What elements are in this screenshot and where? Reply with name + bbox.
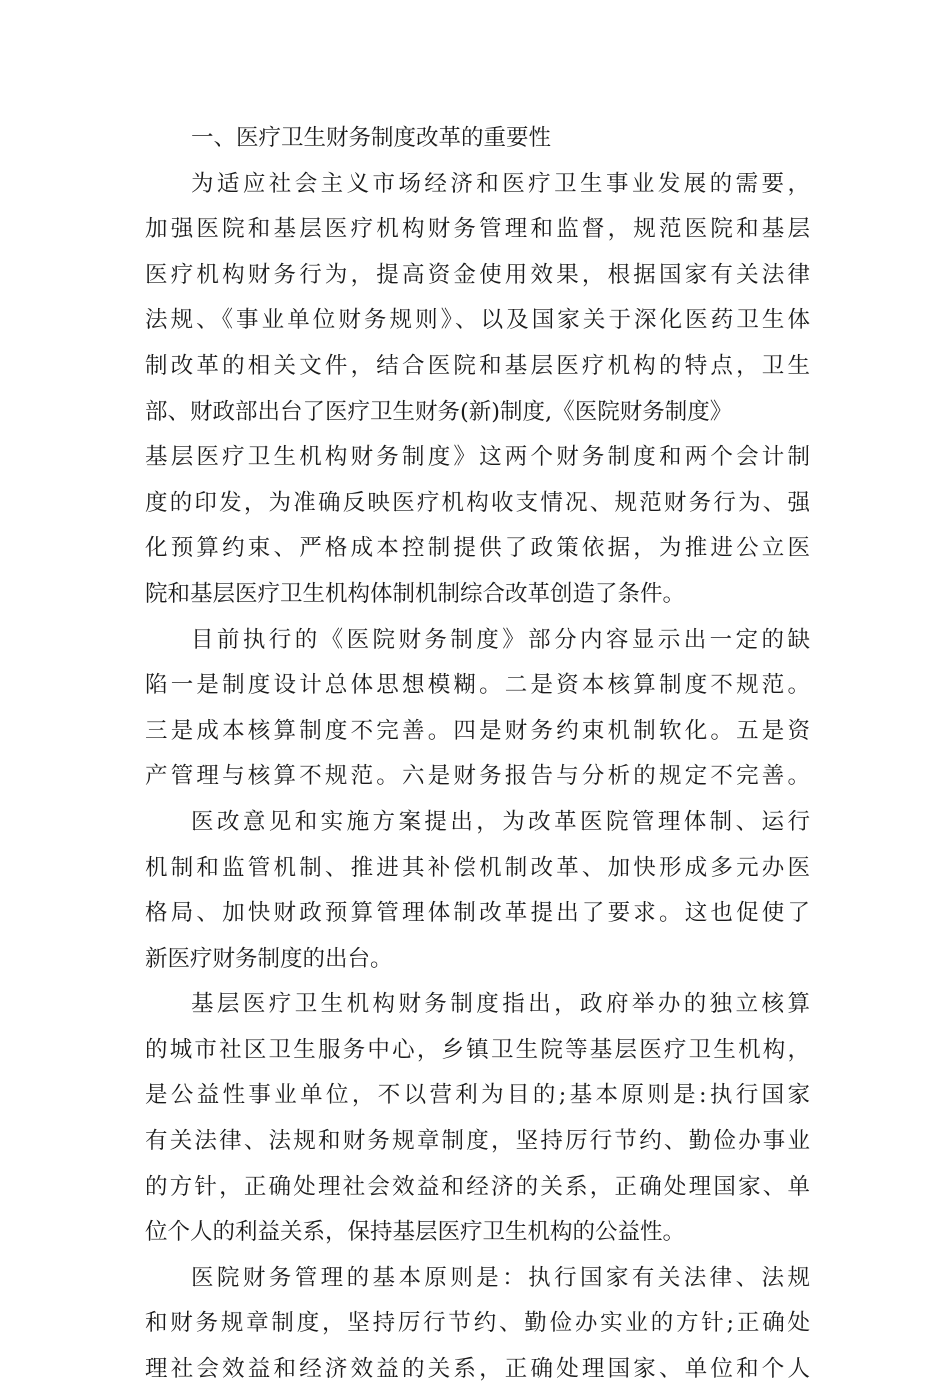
- text-line: 制改革的相关文件，结合医院和基层医疗机构的特点，卫生: [145, 352, 810, 379]
- text-line: 加强医院和基层医疗机构财务管理和监督，规范医院和基层: [145, 216, 810, 243]
- text-line: 产管理与核算不规范。六是财务报告与分析的规定不完善。: [145, 763, 810, 790]
- text-line: 的城市社区卫生服务中心，乡镇卫生院等基层医疗卫生机构，: [145, 1036, 810, 1063]
- text-line: 部、财政部出台了医疗卫生财务(新)制度,《医院财务制度》: [145, 398, 733, 425]
- text-line: 是公益性事业单位，不以营利为目的;基本原则是:执行国家: [145, 1082, 810, 1109]
- text-line: 机制和监管机制、推进其补偿机制改革、加快形成多元办医: [145, 854, 810, 881]
- text-line: 化预算约束、严格成本控制提供了政策依据，为推进公立医: [145, 535, 810, 562]
- text-line: 医改意见和实施方案提出，为改革医院管理体制、运行: [191, 808, 810, 835]
- paragraph-2: [145, 618, 810, 800]
- section-heading: [145, 116, 810, 162]
- text-line: 有关法律、法规和财务规章制度，坚持厉行节约、勤俭办事业: [145, 1128, 810, 1155]
- text-line: 为适应社会主义市场经济和医疗卫生事业发展的需要，: [191, 170, 810, 197]
- paragraph-3: [145, 800, 810, 982]
- text-line: 格局、加快财政预算管理体制改革提出了要求。这也促使了: [145, 900, 810, 927]
- text-line: 医院财务管理的基本原则是：执行国家有关法律、法规: [191, 1264, 810, 1291]
- paragraph-5: [145, 1256, 810, 1393]
- text-line: 院和基层医疗卫生机构体制机制综合改革创造了条件。: [145, 580, 686, 607]
- text-line: 理社会效益和经济效益的关系，正确处理国家、单位和个人: [145, 1356, 810, 1383]
- heading-text: 一、医疗卫生财务制度改革的重要性: [191, 125, 552, 151]
- document-body: [145, 116, 810, 1393]
- text-line: 陷一是制度设计总体思想模糊。二是资本核算制度不规范。: [145, 672, 810, 699]
- text-line: 法规、《事业单位财务规则》、以及国家关于深化医药卫生体: [145, 307, 810, 334]
- text-line: 目前执行的《医院财务制度》部分内容显示出一定的缺: [191, 626, 810, 653]
- text-line: 基层医疗卫生机构财务制度》这两个财务制度和两个会计制: [145, 444, 810, 471]
- paragraph-4: [145, 982, 810, 1256]
- text-line: 医疗机构财务行为，提高资金使用效果，根据国家有关法律: [145, 261, 810, 288]
- text-line: 三是成本核算制度不完善。四是财务约束机制软化。五是资: [145, 717, 810, 744]
- text-line: 新医疗财务制度的出台。: [145, 945, 393, 972]
- text-line: 基层医疗卫生机构财务制度指出，政府举办的独立核算: [191, 991, 810, 1018]
- text-line: 和财务规章制度，坚持厉行节约、勤俭办实业的方针;正确处: [145, 1310, 810, 1337]
- paragraph-1: [145, 162, 810, 618]
- text-line: 度的印发，为准确反映医疗机构收支情况、规范财务行为、强: [145, 489, 810, 516]
- text-line: 的方针，正确处理社会效益和经济的关系，正确处理国家、单: [145, 1173, 810, 1200]
- text-line: 位个人的利益关系，保持基层医疗卫生机构的公益性。: [145, 1219, 686, 1246]
